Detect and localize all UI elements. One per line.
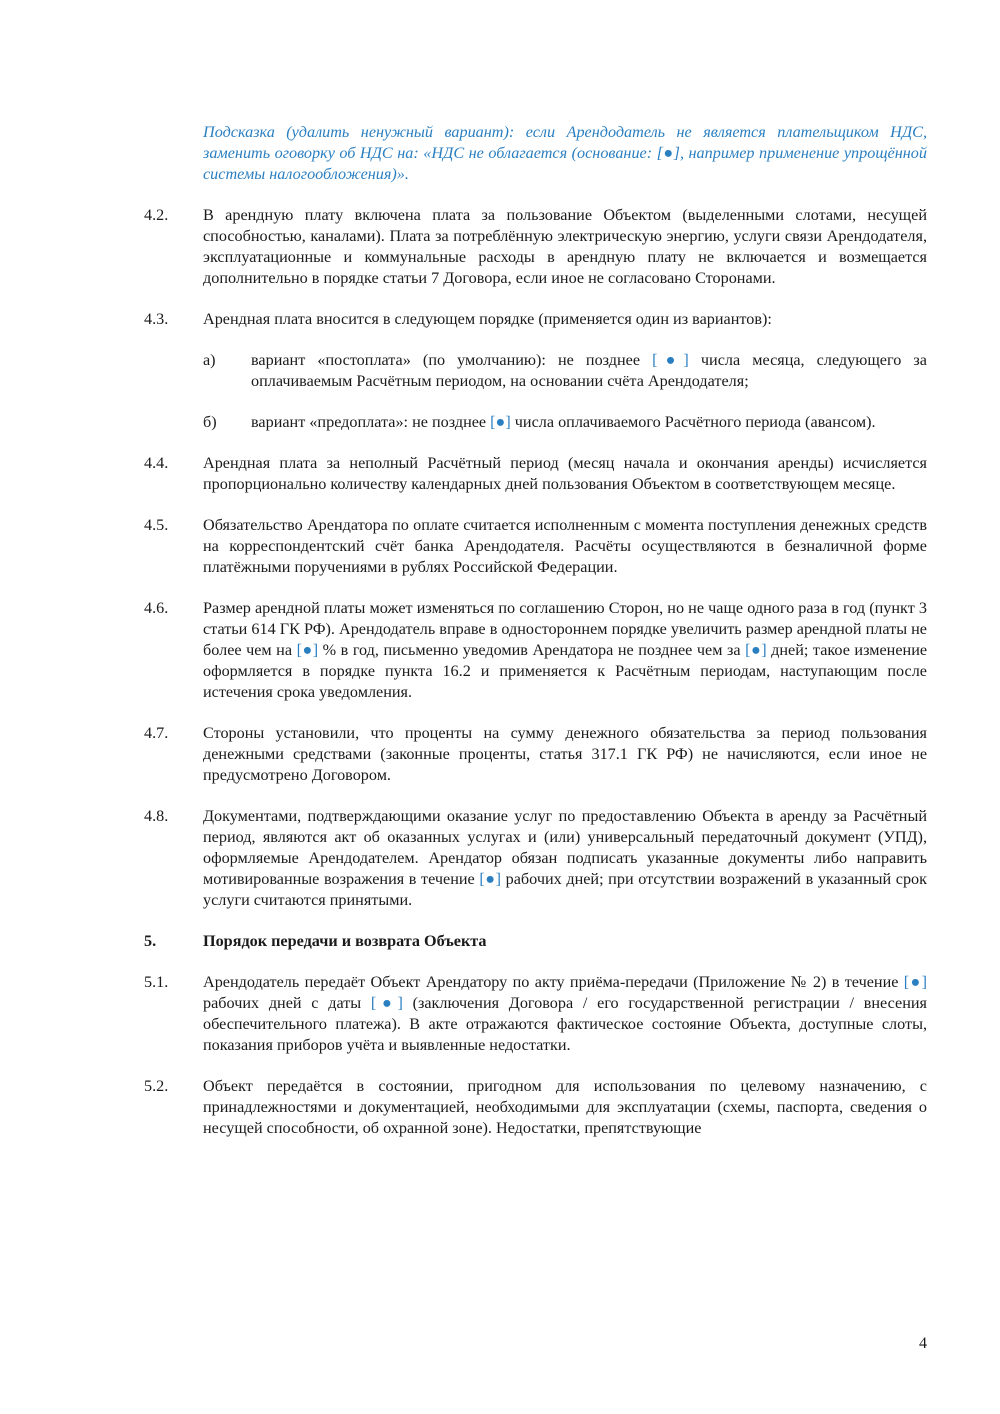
placeholder-marker: [●] <box>479 870 502 888</box>
subclause-a <box>203 350 927 392</box>
clause-number: 5.1. <box>144 973 169 991</box>
page-number: 4 <box>919 1335 927 1352</box>
subclause-text <box>251 350 927 392</box>
placeholder-marker: [●] <box>652 351 689 369</box>
text-segment: рабочих дней с даты <box>203 994 362 1012</box>
clause-number: 4.4. <box>144 454 169 472</box>
subclause-text <box>251 412 927 433</box>
clause-text: В арендную плату включена плата за пользование Объектом (выделенными слотами, несущей способностью, каналами). Плата за потреблённую электрическую энергию, услуги связи Арендодателя, эксплуатационные и коммунальные расходы в арендную плату не включается и возмещается дополнительно в порядке статьи 7 Договора, если иное не согласовано Сторонами. <box>203 206 927 287</box>
subclause-b <box>203 412 927 433</box>
text-segment: Документами, подтверждающими оказание услуг по предоставлению Объекта в аренду за Расчётный период, являются акт об оказанных услугах и (или) универсальный передаточный документ (УПД), оформляемые Арендодателем. Арендатор обязан подписать указанные документы либо направить мотивированные возражения в течение <box>203 807 927 888</box>
clause-text <box>203 972 927 1056</box>
page-content <box>144 122 927 1159</box>
clause-text: Арендная плата за неполный Расчётный период (месяц начала и окончания аренды) исчисляется пропорционально количеству календарных дней пользования Объектом в соответствующем месяце. <box>203 454 927 493</box>
text-segment: Арендодатель передаёт Объект Арендатору по акту приёма-передачи (Приложение № 2) в течение <box>203 973 899 991</box>
clause-4-3 <box>144 309 927 330</box>
text-segment: дней; такое изменение оформляется в порядке пункта 16.2 и применяется к Расчётным периодам, наступающим после истечения срока уведомления. <box>203 641 928 701</box>
subclause-number: б) <box>203 413 217 431</box>
clause-text: Арендная плата вносится в следующем порядке (применяется один из вариантов): <box>203 310 772 328</box>
text-segment: % в год, письменно уведомив Арендатора не позднее чем за <box>322 641 741 659</box>
clause-number: 5.2. <box>144 1077 169 1095</box>
text-segment: (заключения Договора / его государственной регистрации / внесения обеспечительного платежа). В акте отражаются фактическое состояние Объекта, доступные слоты, показания приборов учёта и выявленные недостатки. <box>203 994 927 1054</box>
placeholder-marker: [●] <box>903 973 927 991</box>
clause-text: Стороны установили, что проценты на сумму денежного обязательства за период пользования денежными средствами (законные проценты, статья 317.1 ГК РФ) не начисляются, если иное не предусмотрено Договором. <box>203 724 927 784</box>
placeholder-marker: [●] <box>745 641 767 659</box>
clause-number: 4.8. <box>144 807 169 825</box>
clause-5-1 <box>144 972 927 1056</box>
clause-number: 4.3. <box>144 310 169 328</box>
placeholder-marker: [●] <box>370 994 403 1012</box>
clause-4-4 <box>144 453 927 495</box>
text-segment: рабочих дней; при отсутствии возражений в указанный срок услуги считаются принятыми. <box>203 870 928 909</box>
clause-5-2 <box>144 1076 927 1139</box>
clause-4-8 <box>144 806 927 911</box>
hint-note: Подсказка (удалить ненужный вариант): если Арендодатель не является плательщиком НДС, заменить оговорку об НДС на: «НДС не облагается (основание: [●], например применение упрощённой системы налогообложения)». <box>203 123 927 183</box>
clause-4-5 <box>144 515 927 578</box>
clause-4-6 <box>144 598 927 703</box>
subclause-number: а) <box>203 351 216 369</box>
clause-number: 4.5. <box>144 516 169 534</box>
clause-4-2 <box>144 205 927 289</box>
clause-number: 4.6. <box>144 599 169 617</box>
section-number: 5. <box>144 932 157 950</box>
text-segment: Размер арендной платы может изменяться по соглашению Сторон, но не чаще одного раза в год (пункт 3 статьи 614 ГК РФ). Арендодатель вправе в одностороннем порядке увеличить размер арендной платы не более чем на <box>203 599 927 659</box>
placeholder-marker: [●] <box>296 641 319 659</box>
placeholder-marker: [●] <box>490 413 511 431</box>
clause-text: Обязательство Арендатора по оплате считается исполненным с момента поступления денежных средств на корреспондентский счёт банка Арендодателя. Расчёты осуществляются в безналичной форме платёжными поручениями в рублях Российской Федерации. <box>203 516 927 576</box>
clause-text <box>203 598 927 703</box>
clause-number: 4.7. <box>144 724 169 742</box>
section-title: Порядок передачи и возврата Объекта <box>203 932 487 950</box>
text-segment: вариант «постоплата» (по умолчанию): не позднее <box>251 351 641 369</box>
text-segment: числа месяца, следующего за оплачиваемым Расчётным периодом, на основании счёта Арендодателя; <box>251 351 927 390</box>
clause-text: Объект передаётся в состоянии, пригодном для использования по целевому назначению, с принадлежностями и документацией, необходимыми для эксплуатации (схемы, паспорта, сведения о несущей способности, об охранной зоне). Недостатки, препятствующие <box>203 1077 927 1137</box>
text-segment: числа оплачиваемого Расчётного периода (авансом). <box>514 413 876 431</box>
clause-text <box>203 806 927 911</box>
section-heading <box>144 931 927 952</box>
text-segment: вариант «предоплата»: не позднее <box>251 413 487 431</box>
clause-4-7 <box>144 723 927 786</box>
clause-number: 4.2. <box>144 206 169 224</box>
